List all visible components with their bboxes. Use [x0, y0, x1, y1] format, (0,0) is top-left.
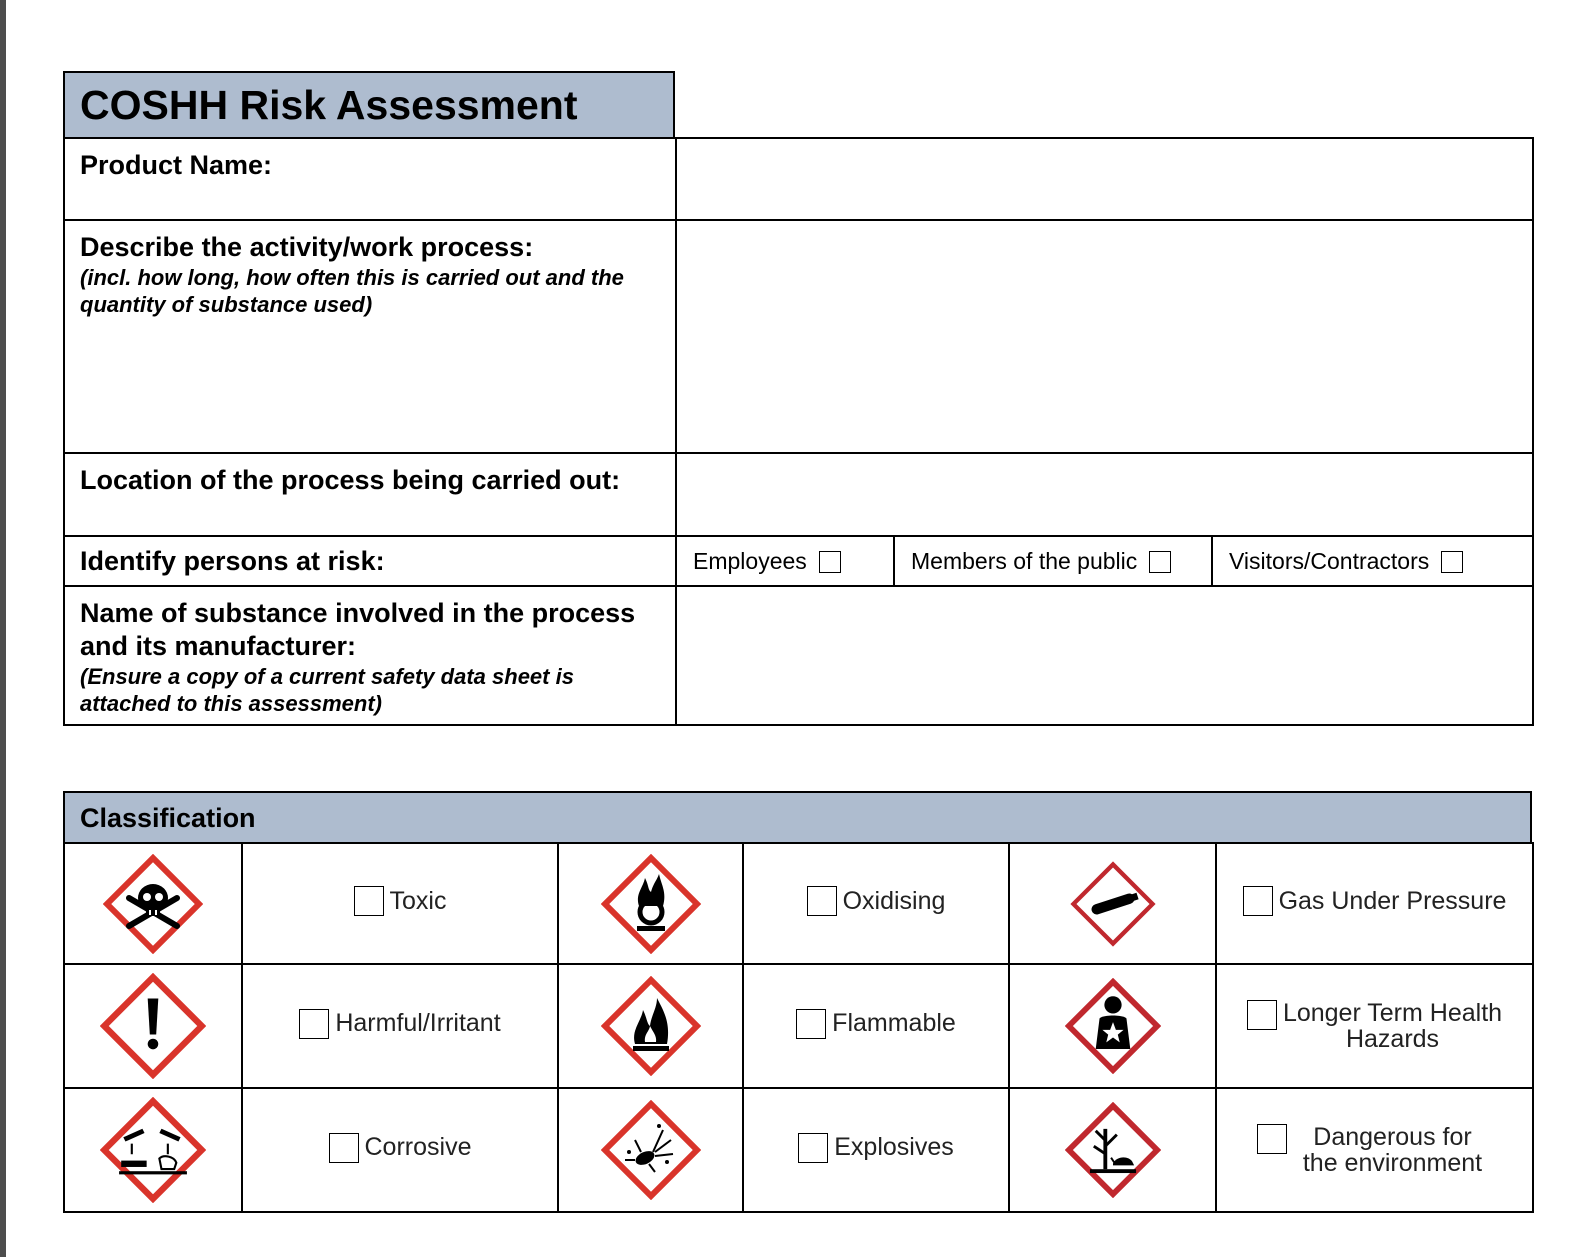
harmful-label: Harmful/Irritant [335, 1009, 501, 1037]
oxidising-pictogram-cell [558, 843, 743, 964]
flammable-pictogram-cell [558, 964, 743, 1088]
gas-option [1216, 843, 1533, 964]
corrosive-pictogram-cell [64, 1088, 242, 1212]
gas-pictogram-cell [1009, 843, 1216, 964]
harmful-pictogram-cell [64, 964, 242, 1088]
environment-pictogram-cell [1009, 1088, 1216, 1212]
classification-row-2 [64, 964, 1533, 1088]
substance-hint: (Ensure a copy of a current safety data sheet is attached to this assessment) [80, 664, 574, 716]
product-name-label: Product Name: [80, 150, 273, 180]
explosive-option [743, 1088, 1009, 1212]
public-checkbox[interactable] [1149, 551, 1171, 573]
person-employees [676, 536, 894, 586]
window-edge [0, 0, 6, 1257]
employees-checkbox[interactable] [819, 551, 841, 573]
gas-label: Gas Under Pressure [1278, 886, 1507, 915]
substance-row [64, 586, 1533, 725]
flammable-label: Flammable [832, 1009, 956, 1037]
persons-row [64, 536, 1533, 586]
visitors-checkbox[interactable] [1441, 551, 1463, 573]
toxic-label: Toxic [389, 886, 447, 915]
toxic-pictogram-cell [64, 843, 242, 964]
flammable-checkbox[interactable] [796, 1009, 826, 1039]
activity-field[interactable] [676, 220, 1533, 453]
activity-label-cell [64, 220, 676, 453]
oxidising-label: Oxidising [842, 886, 946, 915]
product-name-field[interactable] [676, 138, 1533, 220]
environment-option [1216, 1088, 1533, 1212]
activity-row [64, 220, 1533, 453]
health-label: Longer Term Health Hazards [1282, 999, 1503, 1053]
gas-checkbox[interactable] [1243, 886, 1273, 916]
explosive-label: Explosives [834, 1133, 954, 1161]
health-checkbox[interactable] [1247, 1000, 1277, 1030]
explosive-pictogram-cell [558, 1088, 743, 1212]
activity-label: Describe the activity/work process: [80, 232, 534, 262]
location-label: Location of the process being carried out: [80, 465, 621, 495]
skull-crossbones-icon [103, 854, 203, 954]
explosive-checkbox[interactable] [798, 1133, 828, 1163]
classification-header: Classification [63, 791, 1532, 842]
classification-table [63, 842, 1534, 1213]
classification-row-1 [64, 843, 1533, 964]
environment-checkbox[interactable] [1257, 1124, 1287, 1154]
corrosive-checkbox[interactable] [329, 1133, 359, 1163]
activity-hint: (incl. how long, how often this is carried out and the quantity of substance used) [80, 265, 624, 317]
location-label-cell [64, 453, 676, 536]
classification-row-3 [64, 1088, 1533, 1212]
exclamation-mark-icon [100, 973, 206, 1079]
health-pictogram-cell [1009, 964, 1216, 1088]
corrosion-icon [100, 1097, 206, 1203]
corrosive-label: Corrosive [364, 1133, 472, 1161]
flammable-option [743, 964, 1009, 1088]
environment-label: Dangerous for the environment [1302, 1123, 1483, 1177]
product-name-label-cell [64, 138, 676, 220]
harmful-option [242, 964, 558, 1088]
location-row [64, 453, 1533, 536]
harmful-checkbox[interactable] [299, 1009, 329, 1039]
substance-label: Name of substance involved in the process and its manufacturer: [80, 598, 636, 661]
form-title: COSHH Risk Assessment [63, 71, 675, 137]
person-public [894, 536, 1212, 586]
gas-cylinder-icon [1070, 861, 1156, 947]
flame-icon [601, 976, 701, 1076]
person-visitors-label: Visitors/Contractors [1229, 547, 1430, 574]
health-hazard-icon [1065, 978, 1161, 1074]
substance-label-cell [64, 586, 676, 725]
assessment-info-table [63, 137, 1534, 726]
person-visitors [1212, 536, 1533, 586]
flame-over-circle-icon [601, 854, 701, 954]
product-name-row [64, 138, 1533, 220]
oxidising-checkbox[interactable] [807, 886, 837, 916]
person-public-label: Members of the public [911, 547, 1138, 574]
persons-label-cell [64, 536, 676, 586]
toxic-checkbox[interactable] [354, 886, 384, 916]
exploding-bomb-icon [601, 1100, 701, 1200]
environment-icon [1065, 1102, 1161, 1198]
location-field[interactable] [676, 453, 1533, 536]
oxidising-option [743, 843, 1009, 964]
corrosive-option [242, 1088, 558, 1212]
toxic-option [242, 843, 558, 964]
person-employees-label: Employees [693, 547, 807, 574]
health-option [1216, 964, 1533, 1088]
persons-label: Identify persons at risk: [80, 545, 385, 576]
substance-field[interactable] [676, 586, 1533, 725]
